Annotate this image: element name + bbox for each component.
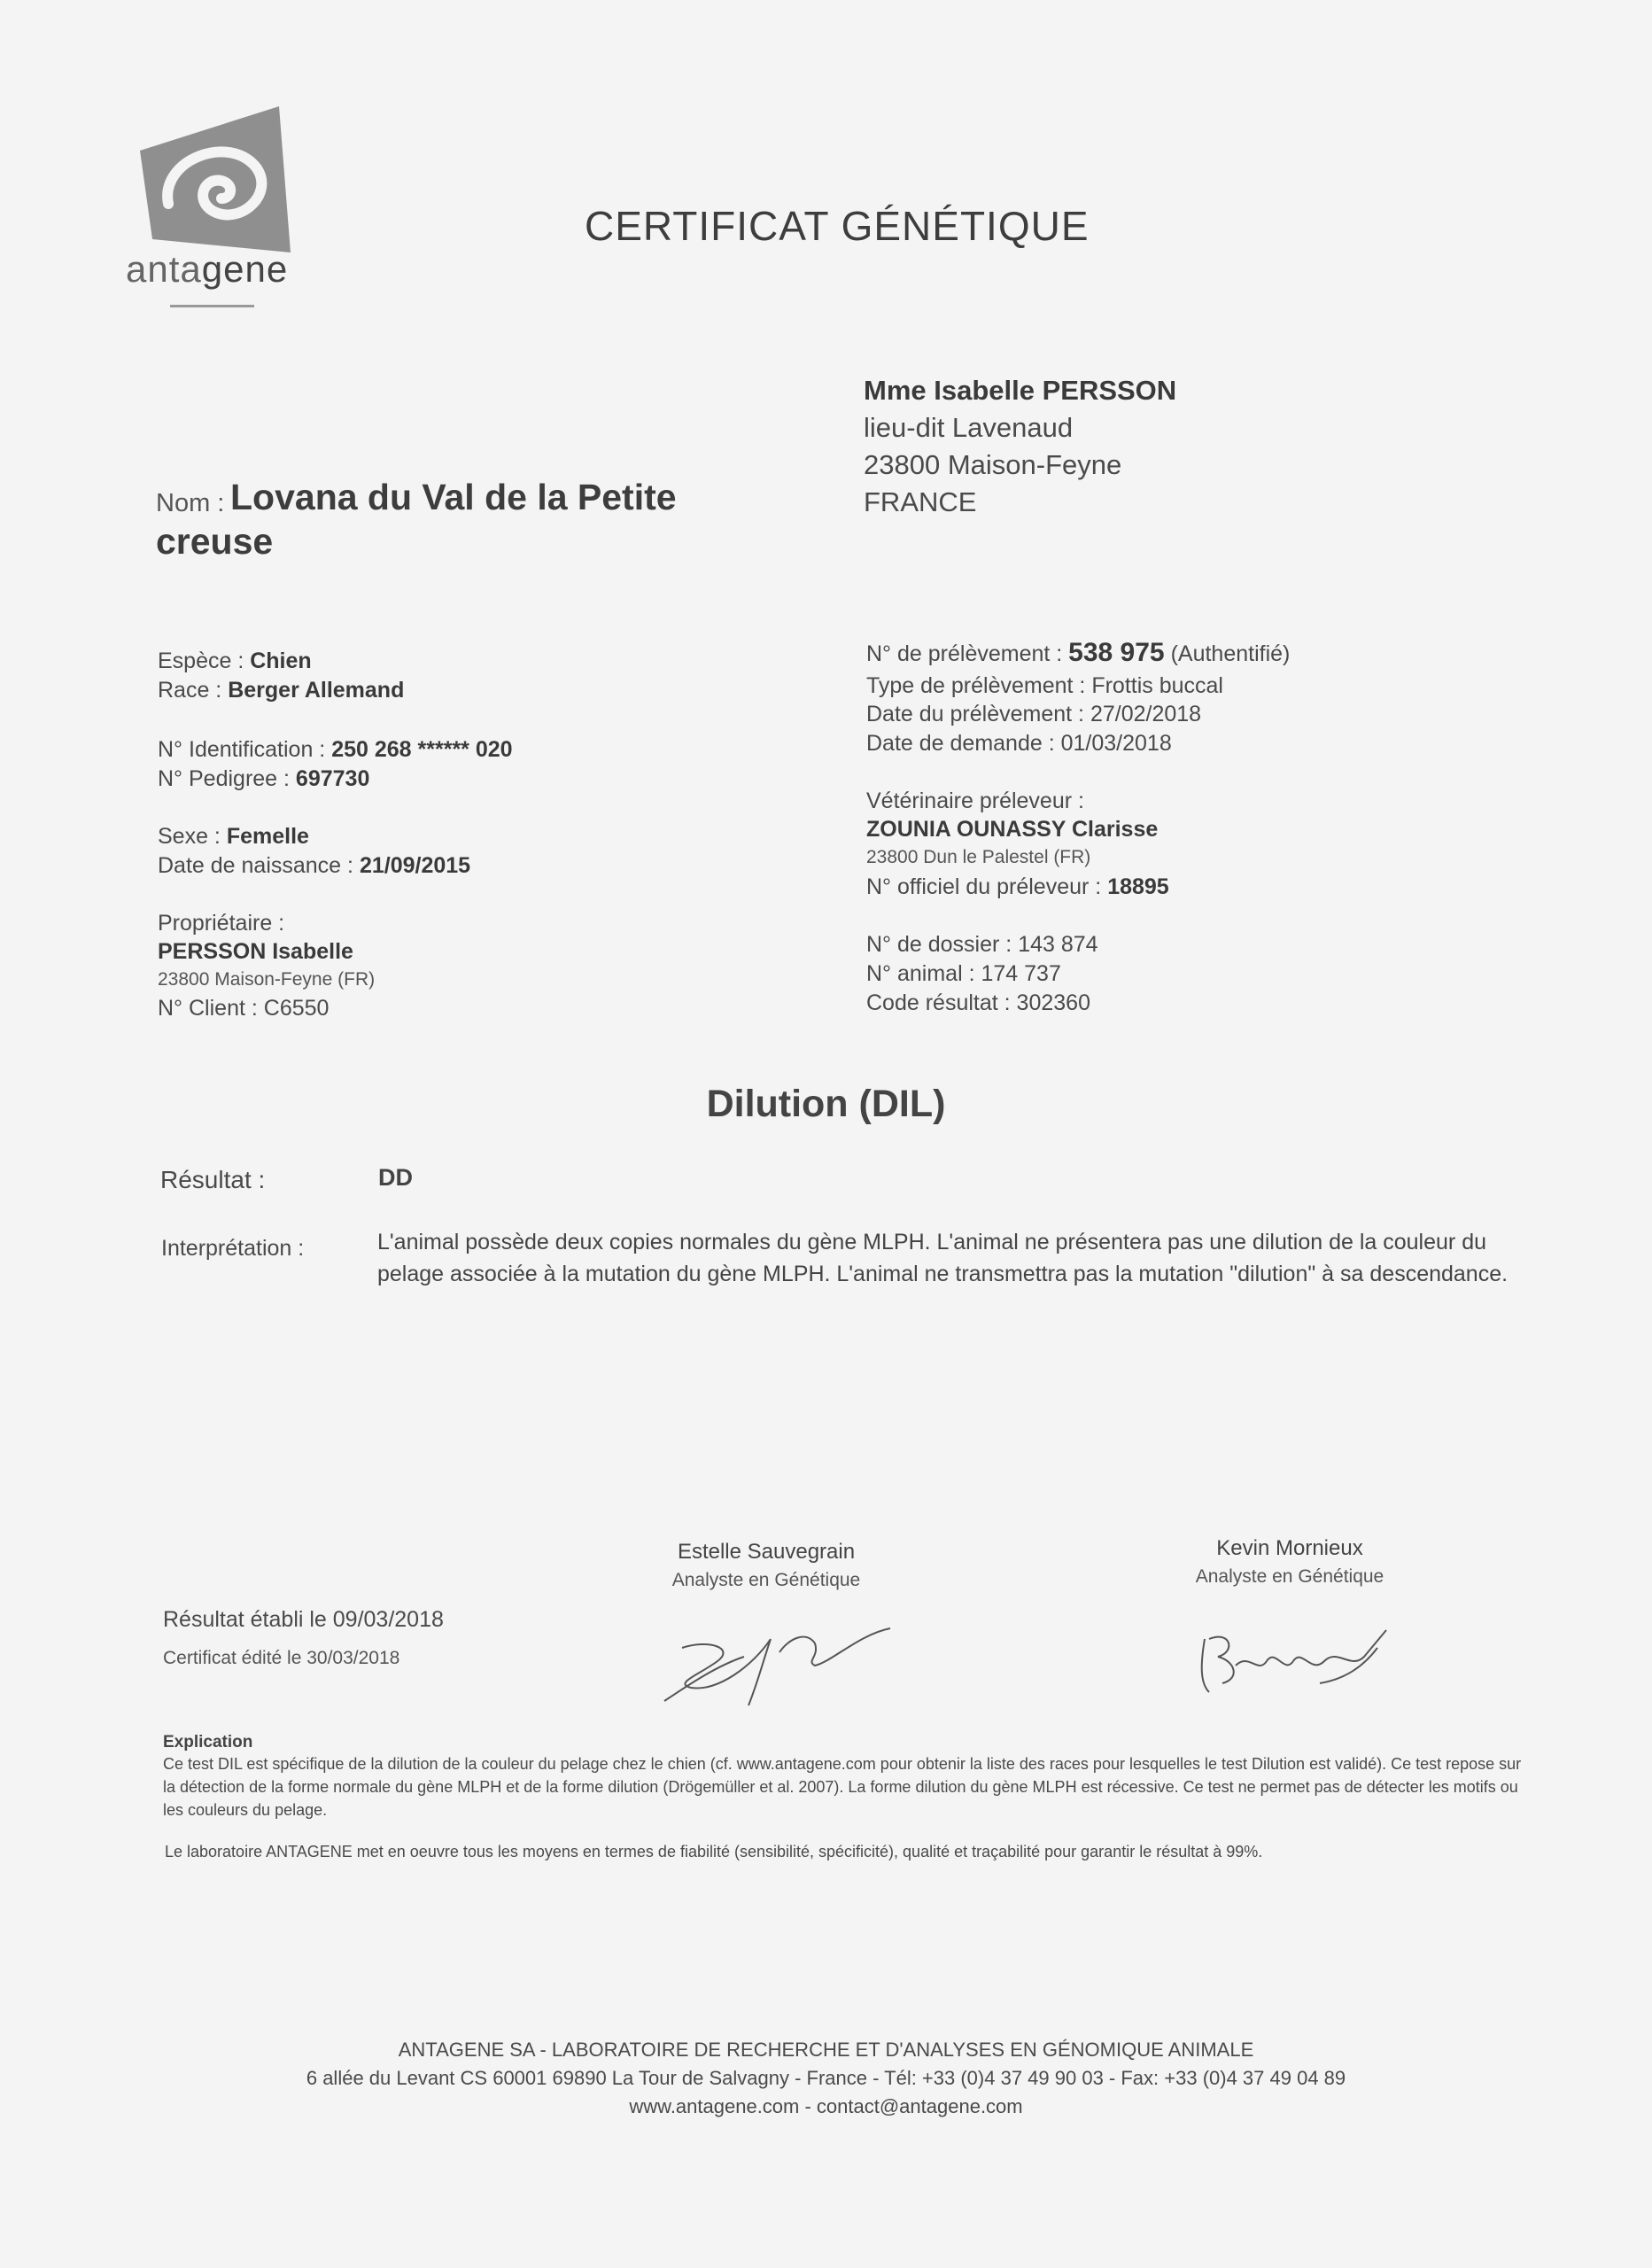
nom-value-line2: creuse: [156, 521, 274, 562]
signature-2-icon: [1187, 1612, 1391, 1701]
antagene-logo-icon: [133, 106, 292, 257]
explication-text: Ce test DIL est spécifique de la dilution de la couleur du pelage chez le chien (cf. www.antagene.com pour obtenir la liste des races pour lesquelles le test Dilution est validé). Ce test repose sur la détection de la forme normale du gène MLPH et de la forme dilution (Drögemüller et al. 2007). La forme dilution du gène MLPH est récessive. Ce test ne permet pas de détecter les motifs ou les couleurs du pelage.: [163, 1755, 1522, 1819]
certificate-edited-date: Certificat édité le 30/03/2018: [163, 1648, 400, 1668]
prelevement-row: N° de prélèvement : 538 975 (Authentifié): [866, 638, 1291, 667]
explication-heading: Explication: [163, 1733, 253, 1751]
footer: [0, 2036, 1652, 2121]
animal-no-row: N° animal : 174 737: [866, 961, 1061, 986]
resultat-label: Résultat :: [160, 1166, 266, 1193]
guarantee-text: Le laboratoire ANTAGENE met en oeuvre tous les moyens en termes de fiabilité (sensibilité, spécificité), qualité et traçabilité pour garantir le résultat à 99%.: [165, 1843, 1263, 1860]
pedigree-row: N° Pedigree : 697730: [158, 766, 370, 791]
recipient-name: Mme Isabelle PERSSON: [864, 375, 1177, 406]
nom-value-line1: Lovana du Val de la Petite: [230, 477, 677, 517]
dossier-row: N° de dossier : 143 874: [866, 932, 1098, 957]
proprietaire-name: PERSSON Isabelle: [158, 939, 353, 964]
logo-underline: [170, 305, 254, 307]
client-row: N° Client : C6550: [158, 996, 330, 1021]
vet-name: ZOUNIA OUNASSY Clarisse: [866, 817, 1159, 842]
footer-line1: ANTAGENE SA - LABORATOIRE DE RECHERCHE ET D'ANALYSES EN GÉNOMIQUE ANIMALE: [398, 2039, 1254, 2061]
nom-label: Nom :: [156, 489, 225, 517]
race-row: Race : Berger Allemand: [158, 678, 405, 703]
resultat-value: DD: [378, 1164, 413, 1191]
recipient-address: [864, 372, 1176, 521]
vet-officiel-row: N° officiel du préleveur : 18895: [866, 874, 1169, 899]
test-title: Dilution (DIL): [706, 1083, 946, 1125]
vet-label: Vétérinaire préleveur :: [866, 788, 1084, 813]
date-prelevement-row: Date du prélèvement : 27/02/2018: [866, 702, 1202, 726]
signatory-2-role: Analyste en Génétique: [1195, 1566, 1384, 1587]
recipient-line3: FRANCE: [864, 486, 977, 517]
proprietaire-label: Propriétaire :: [158, 911, 285, 936]
footer-line2: 6 allée du Levant CS 60001 69890 La Tour de Salvagny - France - Tél: +33 (0)4 37 49 90 03 - Fax: +33 (0)4 37 49 04 89: [306, 2067, 1346, 2089]
date-demande-row: Date de demande : 01/03/2018: [866, 731, 1172, 756]
espece-row: Espèce : Chien: [158, 649, 312, 673]
signatory-1-role: Analyste en Génétique: [671, 1570, 861, 1590]
proprietaire-city: 23800 Maison-Feyne (FR): [158, 969, 376, 990]
naissance-row: Date de naissance : 21/09/2015: [158, 853, 471, 878]
code-resultat-row: Code résultat : 302360: [866, 990, 1090, 1015]
footer-line3: www.antagene.com - contact@antagene.com: [629, 2095, 1023, 2117]
signatory-1-name: Estelle Sauvegrain: [677, 1540, 856, 1564]
recipient-line2: 23800 Maison-Feyne: [864, 449, 1122, 480]
sexe-row: Sexe : Femelle: [158, 824, 309, 849]
signatory-2-name: Kevin Mornieux: [1216, 1536, 1363, 1560]
recipient-line1: lieu-dit Lavenaud: [864, 412, 1074, 443]
interpretation-label: Interprétation :: [161, 1236, 305, 1261]
type-prelevement-row: Type de prélèvement : Frottis buccal: [866, 673, 1223, 698]
interpretation-text: L'animal possède deux copies normales du gène MLPH. L'animal ne présentera pas une dilution de la couleur du pelage associée à la mutation du gène MLPH. L'animal ne transmettra pas la mutation "dilution" à sa descendance.: [377, 1230, 1509, 1286]
signature-1-icon: [638, 1612, 904, 1710]
result-established-date: Résultat établi le 09/03/2018: [163, 1607, 444, 1632]
certificate-title: CERTIFICAT GÉNÉTIQUE: [585, 203, 1090, 249]
logo-wordmark: antagene: [126, 248, 289, 290]
vet-city: 23800 Dun le Palestel (FR): [866, 847, 1091, 867]
identification-row: N° Identification : 250 268 ****** 020: [158, 737, 513, 762]
